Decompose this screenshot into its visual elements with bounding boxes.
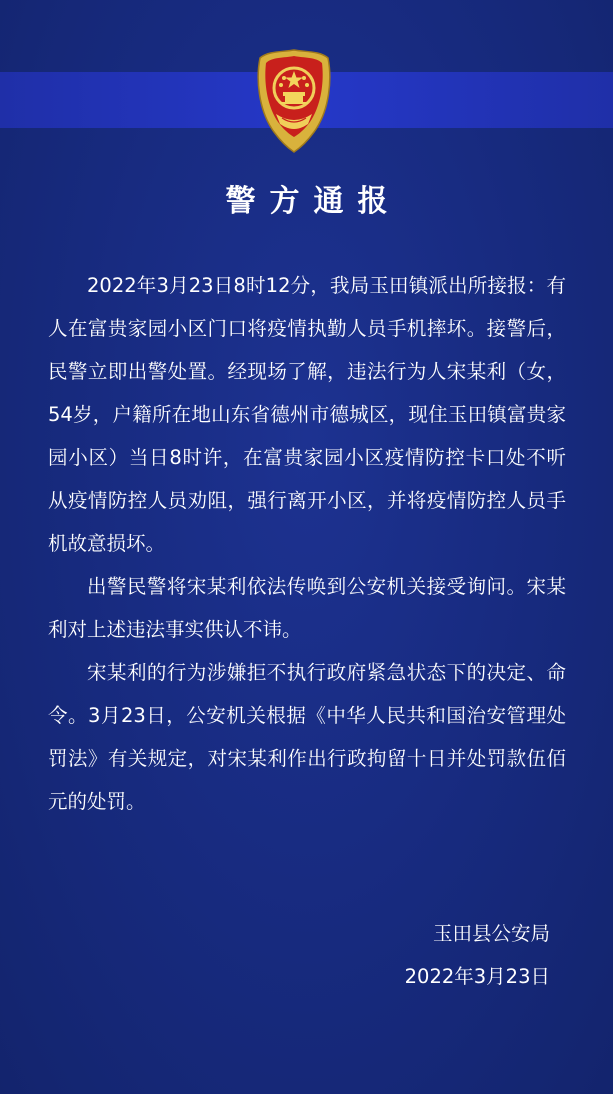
- notice-paragraph-1: 2022年3月23日8时12分，我局玉田镇派出所接报：有人在富贵家园小区门口将疫情执勤人员手机摔坏。接警后，民警立即出警处置。经现场了解，违法行为人宋某利（女，54岁，户籍所在地山东省德州市德城区，现住玉田镇富贵家园小区）当日8时许，在富贵家园小区疫情防控卡口处不听从疫情防控人员劝阻，强行离开小区，并将疫情防控人员手机故意损坏。: [48, 274, 566, 555]
- signature-organization: 玉田县公安局: [432, 922, 550, 945]
- notice-paragraph-3: 宋某利的行为涉嫌拒不执行政府紧急状态下的决定、命令。3月23日，公安机关根据《中华人民共和国治安管理处罚法》有关规定，对宋某利作出行政拘留十日并处罚款伍佰元的处罚。: [48, 661, 566, 813]
- notice-title: 警方通报: [225, 184, 402, 219]
- signature-block: [405, 912, 550, 998]
- notice-paragraph-2: 出警民警将宋某利依法传唤到公安机关接受询问。宋某利对上述违法事实供认不讳。: [48, 575, 566, 641]
- signature-date: 2022年3月23日: [404, 965, 550, 988]
- police-emblem-icon: [252, 48, 336, 156]
- notice-body: [48, 264, 566, 823]
